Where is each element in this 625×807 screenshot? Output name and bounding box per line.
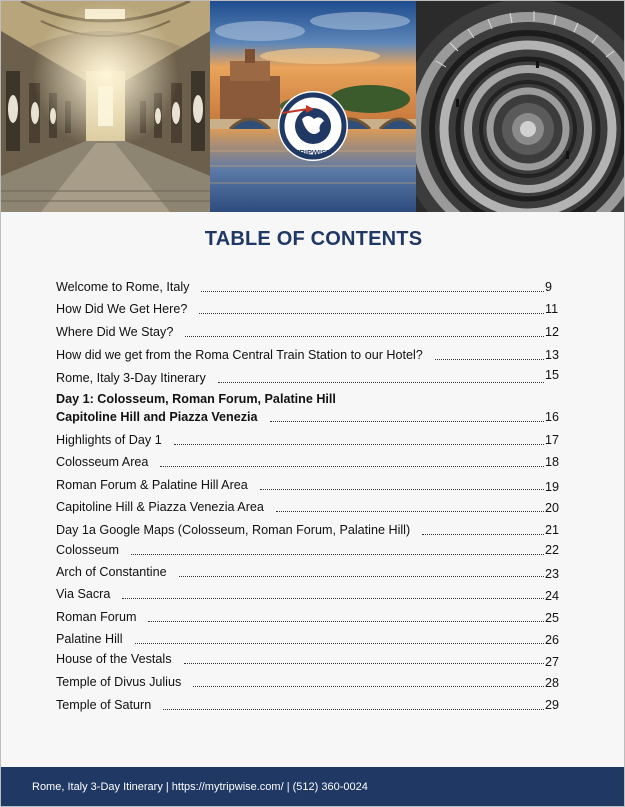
toc-entry-page-number: 28 [545,676,560,690]
footer-text: Rome, Italy 3-Day Itinerary | https://mytripwise.com/ | (512) 360-0024 [32,781,368,793]
toc-leader-dots [179,576,544,577]
toc-entry[interactable] [56,543,571,559]
toc-entry-page-number: 27 [545,655,560,669]
toc-entry-page-number: 24 [545,589,560,603]
vatican-gallery-photo [1,1,210,212]
toc-entry-page-number: 12 [545,325,560,339]
toc-entry[interactable] [56,433,571,449]
toc-entry-page-number: 20 [545,501,560,515]
toc-leader-dots [122,598,544,599]
toc-entry-page-number: 25 [545,611,560,625]
toc-entry-page-number: 15 [545,368,560,382]
toc-entry-label: Roman Forum & Palatine Hill Area [56,478,248,492]
toc-leader-dots [193,686,544,687]
toc-leader-dots [148,621,544,622]
toc-entry[interactable] [56,675,571,691]
toc-entry-label: Temple of Saturn [56,698,152,712]
toc-entry[interactable] [56,587,571,603]
toc-leader-dots [276,511,544,512]
toc-entry-label: Rome, Italy 3-Day Itinerary [56,371,206,385]
castel-santangelo-photo [210,1,416,212]
toc-entry-label: Capitoline Hill & Piazza Venezia Area [56,500,264,514]
toc-entry[interactable] [56,565,571,581]
tripwise-logo-text: TRIPWISE [294,148,332,157]
toc-leader-dots [131,554,544,555]
toc-entry[interactable] [56,348,571,364]
toc-entry-label: Where Did We Stay? [56,325,174,339]
toc-entry[interactable] [56,698,571,714]
photo-banner [1,1,625,212]
toc-entry[interactable] [56,325,571,341]
toc-entry-page-number: 18 [545,455,560,469]
toc-entry-label: Day 1a Google Maps (Colosseum, Roman Forum, Palatine Hill) [56,523,411,537]
toc-entry-page-number: 13 [545,348,560,362]
toc-entry-page-number: 11 [545,302,559,316]
toc-entry-label: Roman Forum [56,610,137,624]
toc-entry[interactable] [56,652,571,668]
toc-leader-dots [422,534,544,535]
toc-leader-dots [174,444,544,445]
toc-leader-dots [160,466,544,467]
toc-leader-dots [135,643,545,644]
footer-bar [1,767,625,807]
page-title: TABLE OF CONTENTS [204,228,423,250]
toc-entry-label: How Did We Get Here? [56,302,188,316]
toc-entry-page-number: 16 [545,410,560,424]
toc-entry-label: Palatine Hill [56,632,123,646]
toc-entry-label: Arch of Constantine [56,565,167,579]
toc-entry[interactable] [56,610,571,626]
toc-entry-page-number: 21 [545,523,560,537]
toc-entry-page-number: 9 [545,280,553,294]
toc-entry-page-number: 26 [545,633,560,647]
toc-entry-label: Colosseum Area [56,455,149,469]
toc-entry-page-number: 22 [545,543,560,557]
toc-entry-label: How did we get from the Roma Central Train Station to our Hotel? [56,348,423,362]
toc-entry[interactable] [56,392,571,408]
toc-entry[interactable] [56,302,571,318]
toc-entry[interactable] [56,280,571,296]
toc-leader-dots [185,336,544,337]
toc-entry-label: Day 1: Colosseum, Roman Forum, Palatine Hill [56,392,336,406]
toc-entry-page-number: 23 [545,567,560,581]
toc-entry[interactable] [56,410,571,426]
toc-leader-dots [199,313,544,314]
toc-entry[interactable] [56,368,571,387]
toc-leader-dots [260,489,544,490]
toc-leader-dots [163,709,544,710]
toc-entry[interactable] [56,500,571,516]
toc-entry[interactable] [56,478,571,494]
toc-entry-label: Highlights of Day 1 [56,433,162,447]
toc-entry-label: House of the Vestals [56,652,172,666]
toc-leader-dots [218,382,544,383]
spiral-staircase-photo [416,1,625,212]
toc-entry-label: Colosseum [56,543,119,557]
toc-entry-page-number: 29 [545,698,560,712]
toc-leader-dots [201,291,544,292]
toc-entry-label: Temple of Divus Julius [56,675,182,689]
toc-leader-dots [184,663,544,664]
toc-leader-dots [435,359,544,360]
toc-entry-page-number: 17 [545,433,560,447]
toc-entry-label: Welcome to Rome, Italy [56,280,190,294]
toc-entry-label: Capitoline Hill and Piazza Venezia [56,410,258,424]
toc-entry[interactable] [56,632,571,648]
toc-entry-page-number: 19 [545,480,560,494]
toc-leader-dots [270,421,544,422]
toc-entry[interactable] [56,455,571,471]
toc-entry-label: Via Sacra [56,587,111,601]
toc-entry[interactable] [56,523,571,539]
